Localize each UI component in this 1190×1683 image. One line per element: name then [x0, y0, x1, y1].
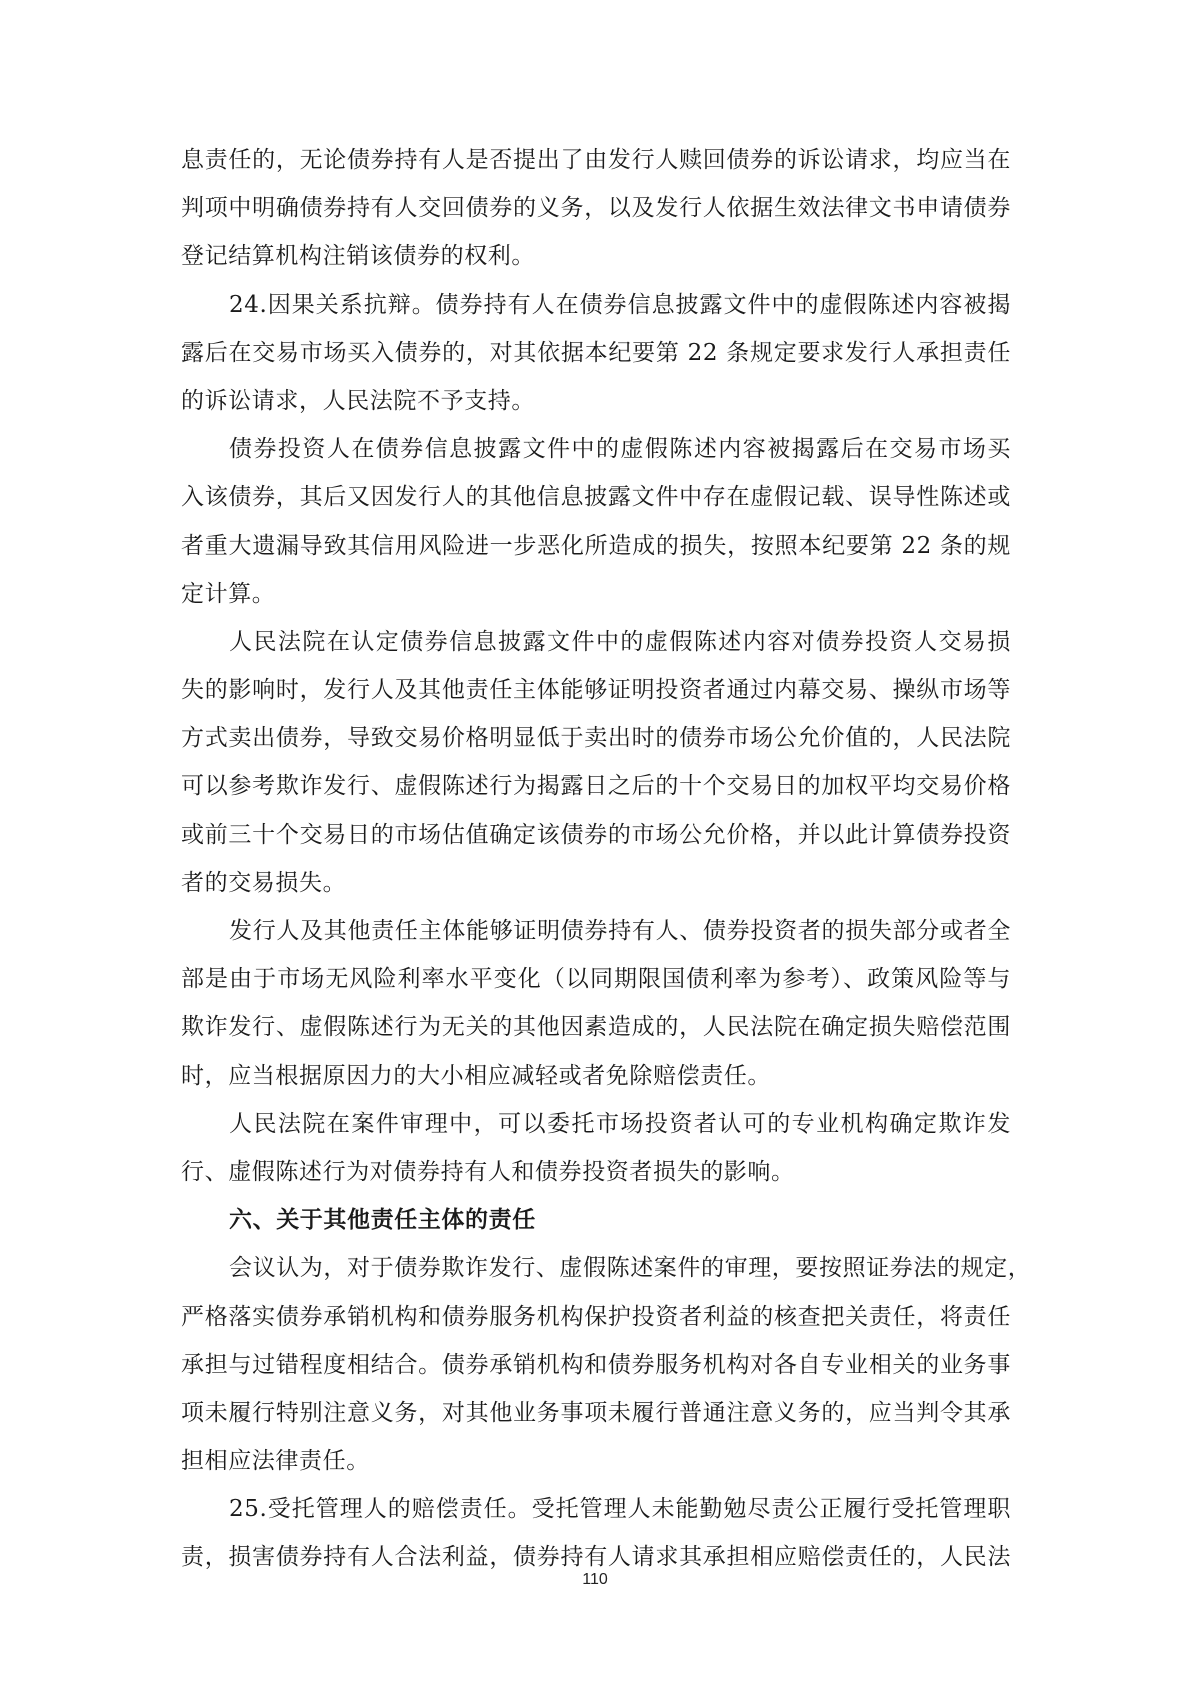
- text-line: 或前三十个交易日的市场估值确定该债券的市场公允价格，并以此计算债券投资: [181, 821, 1011, 848]
- text-line: 部是由于市场无风险利率水平变化（以同期限国债利率为参考）、政策风险等与: [181, 966, 1011, 993]
- text-line: 判项中明确债券持有人交回债券的义务，以及发行人依据生效法律文书申请债券: [181, 195, 1011, 222]
- text-line: 严格落实债券承销机构和债券服务机构保护投资者利益的核查把关责任，将责任: [181, 1303, 1011, 1330]
- text-line: 的诉讼请求，人民法院不予支持。: [181, 387, 535, 414]
- text-line: 定计算。: [181, 580, 276, 607]
- text-line: 登记结算机构注销该债券的权利。: [181, 243, 535, 270]
- text-line: 入该债券，其后又因发行人的其他信息披露文件中存在虚假记载、误导性陈述或: [181, 484, 1011, 511]
- page-number: 110: [582, 1571, 608, 1588]
- text-line: 失的影响时，发行人及其他责任主体能够证明投资者通过内幕交易、操纵市场等: [181, 677, 1011, 704]
- text-line: 担相应法律责任。: [181, 1448, 370, 1475]
- text-line: 债券投资人在债券信息披露文件中的虚假陈述内容被揭露后在交易市场买: [229, 436, 1011, 463]
- text-line: 欺诈发行、虚假陈述行为无关的其他因素造成的，人民法院在确定损失赔偿范围: [181, 1014, 1011, 1041]
- text-line: 行、虚假陈述行为对债券持有人和债券投资者损失的影响。: [181, 1158, 795, 1185]
- text-line: 人民法院在案件审理中，可以委托市场投资者认可的专业机构确定欺诈发: [229, 1110, 1011, 1137]
- text-line: 责，损害债券持有人合法利益，债券持有人请求其承担相应赔偿责任的，人民法: [181, 1544, 1011, 1571]
- text-line: 24.因果关系抗辩。债券持有人在债券信息披露文件中的虚假陈述内容被揭: [229, 291, 1011, 318]
- text-line: 人民法院在认定债券信息披露文件中的虚假陈述内容对债券投资人交易损: [229, 628, 1011, 655]
- text-line: 露后在交易市场买入债券的，对其依据本纪要第 22 条规定要求发行人承担责任: [181, 339, 1011, 366]
- text-line: 项未履行特别注意义务，对其他业务事项未履行普通注意义务的，应当判令其承: [181, 1399, 1011, 1426]
- text-line: 者重大遗漏导致其信用风险进一步恶化所造成的损失，按照本纪要第 22 条的规: [181, 532, 1011, 559]
- body-text: [181, 136, 1032, 1582]
- text-line: 会议认为，对于债券欺诈发行、虚假陈述案件的审理，要按照证券法的规定，: [229, 1255, 1032, 1282]
- text-line: 可以参考欺诈发行、虚假陈述行为揭露日之后的十个交易日的加权平均交易价格: [181, 773, 1011, 800]
- text-line: 者的交易损失。: [181, 869, 347, 896]
- text-line: 时，应当根据原因力的大小相应减轻或者免除赔偿责任。: [181, 1062, 771, 1089]
- section-heading: 六、关于其他责任主体的责任: [229, 1206, 536, 1234]
- text-line: 息责任的，无论债券持有人是否提出了由发行人赎回债券的诉讼请求，均应当在: [181, 147, 1011, 173]
- text-line: 承担与过错程度相结合。债券承销机构和债券服务机构对各自专业相关的业务事: [181, 1351, 1011, 1378]
- text-line: 25.受托管理人的赔偿责任。受托管理人未能勤勉尽责公正履行受托管理职: [229, 1496, 1011, 1523]
- text-line: 发行人及其他责任主体能够证明债券持有人、债券投资者的损失部分或者全: [229, 918, 1011, 944]
- text-line: 方式卖出债券，导致交易价格明显低于卖出时的债券市场公允价值的，人民法院: [181, 725, 1011, 752]
